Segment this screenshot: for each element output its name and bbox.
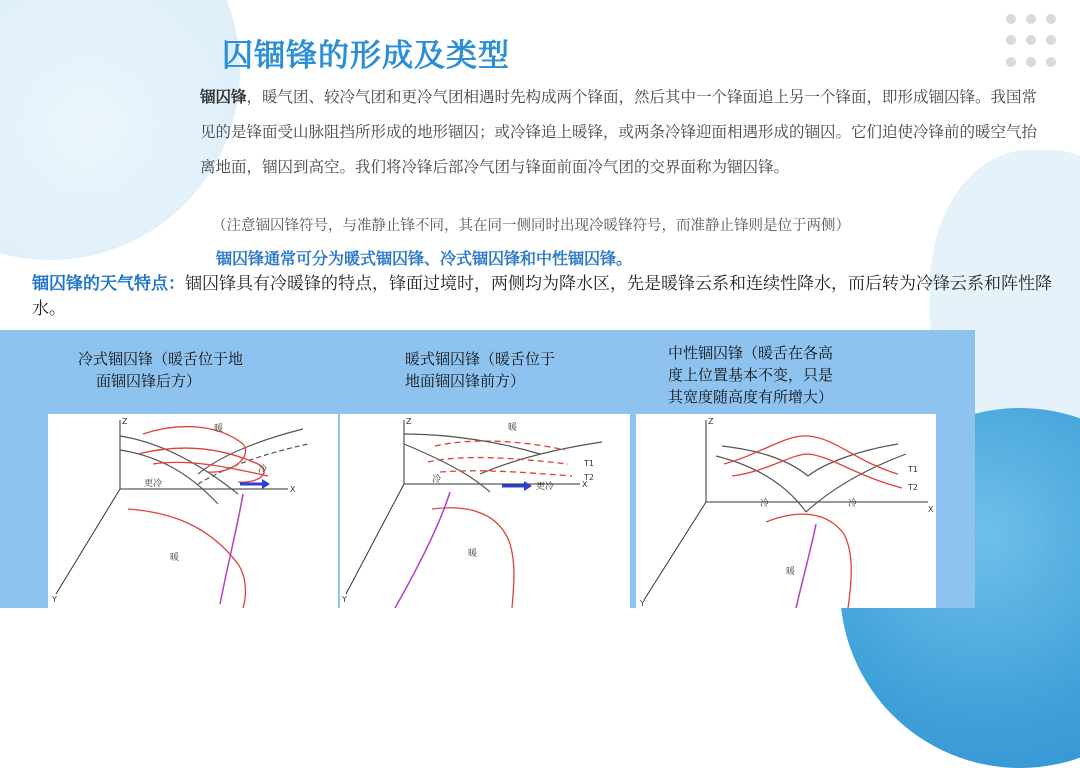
diagram-2-svg — [340, 414, 630, 608]
diagram-3-t1-label: T1 — [908, 465, 918, 474]
diagram-1-x-label: X — [290, 485, 296, 494]
diagram-2-cold-front-surface — [404, 444, 490, 492]
diagram-3-x-label: X — [928, 505, 934, 514]
diagram-1-surface-isotherm — [128, 509, 245, 608]
diagram-3-label-cold-right: 冷 — [848, 499, 858, 509]
diagram-1-occluded-front-upper — [198, 429, 303, 474]
diagram-2-upper-front-surface — [404, 434, 540, 454]
diagram-1-label-cold: 冷 — [258, 465, 268, 475]
diagram-2-caption-line-2: 地面锢囚锋前方） — [405, 372, 526, 390]
diagram-1-z-label: Z — [122, 417, 128, 426]
decorative-dot-grid — [1006, 14, 1062, 70]
diagram-cold-occlusion — [48, 414, 338, 608]
diagram-3-y-axis — [644, 502, 706, 600]
diagram-1-cold-front-surface — [120, 450, 218, 504]
diagram-3-label-warm-bottom: 暖 — [786, 567, 796, 577]
diagram-3-surface-front — [796, 524, 816, 608]
diagram-2-t1-label: T1 — [584, 459, 594, 468]
diagram-2-z-label: Z — [406, 417, 412, 426]
diagram-2-t2-label: T2 — [584, 473, 594, 482]
diagram-3-caption-line-3: 其宽度随高度有所增大） — [668, 388, 834, 406]
diagram-3-upper-front — [722, 444, 898, 476]
diagram-1-label-warm-bottom: 暖 — [170, 553, 180, 563]
diagram-2-label-warm-top: 暖 — [508, 423, 518, 433]
diagram-3-t2-label: T2 — [908, 483, 918, 492]
diagram-1-arrow-head — [262, 479, 270, 489]
diagram-2-y-axis — [346, 484, 404, 594]
diagram-3-label-cold-left: 冷 — [760, 499, 770, 509]
diagram-1-label-colder: 更冷 — [144, 479, 163, 489]
diagram-2-isotherm-t1-upper — [435, 441, 565, 450]
diagram-1-caption-line-1: 冷式锢囚锋（暖舌位于地 — [78, 350, 244, 368]
diagram-3-caption — [668, 342, 833, 408]
diagram-2-label-warm-bottom: 暖 — [468, 549, 478, 559]
page-title: 囚锢锋的形成及类型 — [222, 38, 510, 74]
intro-text: ，暖气团、较冷气团和更冷气团相遇时先构成两个锋面，然后其中一个锋面追上另一个锋面，即形成锢囚锋。我国常见的是锋面受山脉阻挡所形成的地形锢囚；或冷锋追上暖锋，或两条冷锋迎面相遇形成的锢囚。它们迫使冷锋前的暖空气抬离地面，锢囚到高空。我们将冷锋后部冷气团与锋面前面冷气团的交界面称为锢囚锋。 — [200, 88, 1038, 176]
diagram-2-caption-line-1: 暖式锢囚锋（暖舌位于 — [405, 350, 556, 368]
weather-features — [32, 272, 1062, 322]
diagram-2-surface-front — [395, 492, 450, 608]
intro-term: 锢囚锋 — [200, 88, 247, 106]
diagram-2-label-colder: 更冷 — [536, 482, 555, 492]
diagram-warm-occlusion — [340, 414, 630, 608]
diagram-2-arrow-head — [524, 481, 532, 491]
types-summary: 锢囚锋通常可分为暖式锢囚锋、冷式锢囚锋和中性锢囚锋。 — [216, 249, 633, 268]
weather-label: 锢囚锋的天气特点： — [32, 274, 185, 294]
diagram-3-y-label: Y — [640, 599, 645, 608]
diagram-1-svg — [48, 414, 338, 608]
diagram-1-warm-front-surface — [120, 436, 238, 494]
intro-paragraph — [200, 80, 1050, 185]
diagram-1-caption — [78, 348, 243, 392]
diagram-2-isotherm-t1-lower — [428, 458, 568, 464]
diagram-1-y-label: Y — [52, 595, 57, 604]
diagram-2-x-label: X — [582, 480, 588, 489]
diagram-3-caption-line-1: 中性锢囚锋（暖舌在各高 — [668, 344, 834, 362]
diagram-3-surface-isotherm — [766, 514, 851, 608]
diagram-2-label-cold: 冷 — [432, 475, 442, 485]
diagram-panel — [0, 330, 975, 608]
diagram-neutral-occlusion — [636, 414, 936, 608]
diagram-1-label-warm-top: 暖 — [214, 424, 224, 434]
diagram-2-y-label: Y — [342, 595, 347, 604]
diagram-1-y-axis — [56, 489, 120, 594]
diagram-3-svg — [636, 414, 936, 608]
diagram-1-surface-front — [220, 494, 243, 604]
diagram-3-caption-line-2: 度上位置基本不变，只是 — [668, 366, 834, 384]
diagram-1-caption-line-2: 面锢囚锋后方） — [96, 372, 202, 390]
diagram-3-z-label: Z — [708, 417, 714, 426]
diagram-2-caption — [405, 348, 555, 392]
weather-text: 锢囚锋具有冷暖锋的特点，锋面过境时，两侧均为降水区，先是暖锋云系和连续性降水，而后转为冷锋云系和阵性降水。 — [32, 274, 1052, 319]
symbol-note: （注意锢囚锋符号，与准静止锋不同，其在同一侧同时出现冷暖锋符号，而准静止锋则是位于两侧） — [212, 218, 850, 234]
